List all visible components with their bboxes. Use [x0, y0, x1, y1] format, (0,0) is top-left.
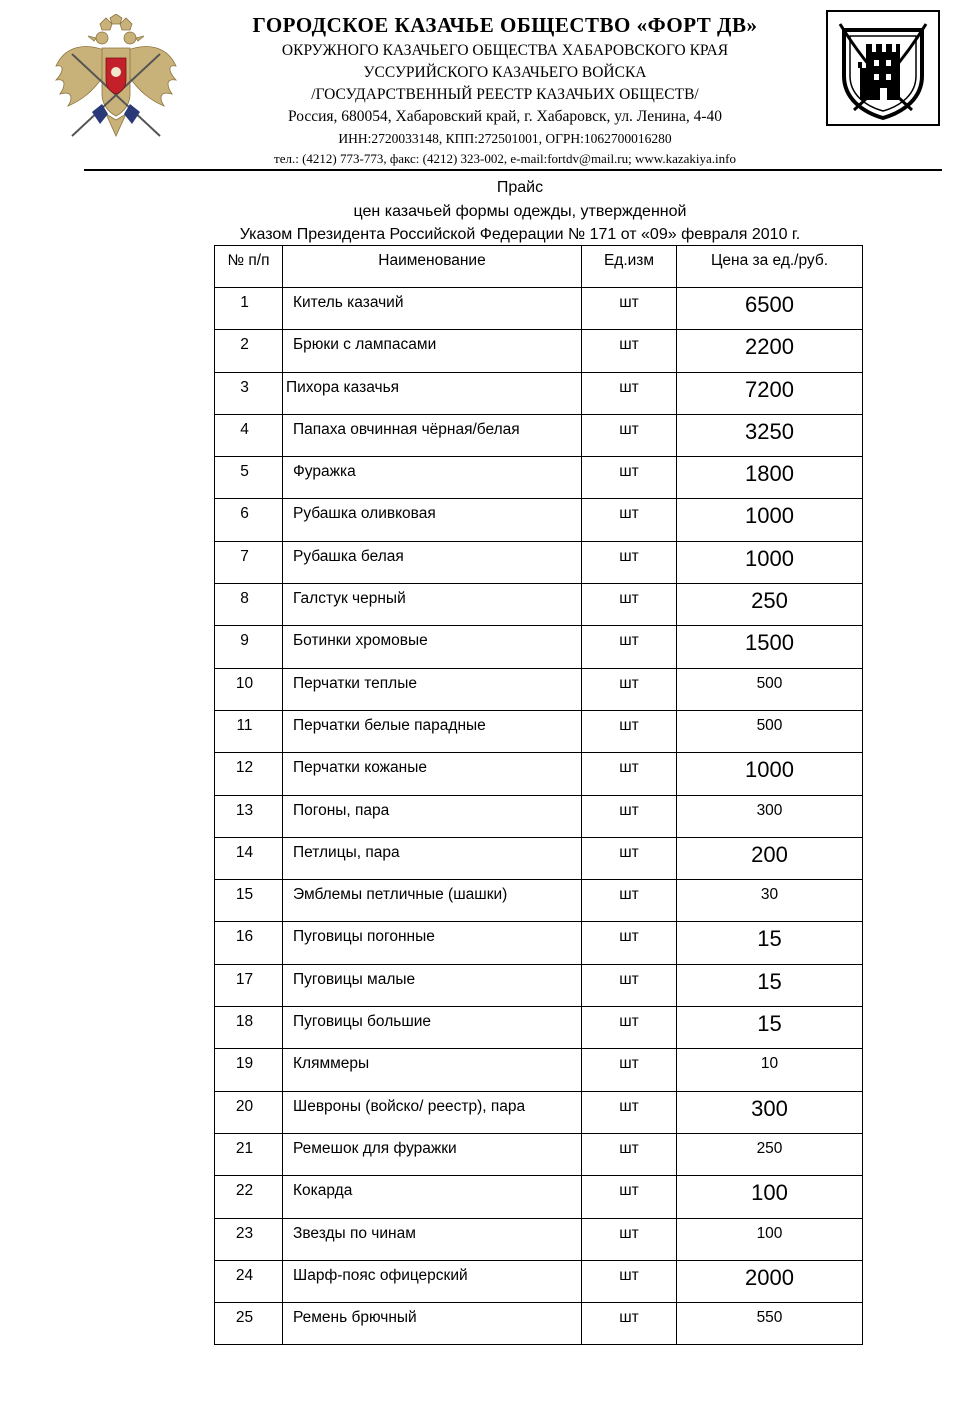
letterhead: [190, 10, 820, 169]
letterhead-contacts: тел.: (4212) 773-773, факс: (4212) 323-002, e-mail:fortdv@mail.ru; www.kazakiya.info: [274, 151, 736, 166]
item-price-value: 15: [757, 968, 782, 994]
item-unit: шт: [582, 372, 677, 414]
item-unit: шт: [582, 1091, 677, 1133]
item-name: Рубашка оливковая: [283, 499, 582, 541]
item-name: Фуражка: [283, 457, 582, 499]
item-price: [677, 837, 863, 879]
table-row: [215, 499, 863, 541]
item-price: [677, 541, 863, 583]
item-price-value: 3250: [745, 418, 794, 444]
row-number: 9: [215, 626, 283, 668]
column-header-unit: Ед.изм: [582, 246, 677, 288]
item-price-value: 6500: [745, 292, 794, 317]
item-name: Китель казачий: [283, 288, 582, 330]
table-row: [215, 795, 863, 837]
item-price-value: 1000: [745, 757, 794, 783]
item-price: [677, 668, 863, 710]
table-row: [215, 964, 863, 1006]
row-number: 4: [215, 414, 283, 456]
item-unit: шт: [582, 1049, 677, 1091]
item-name: Рубашка белая: [283, 541, 582, 583]
row-number: 17: [215, 964, 283, 1006]
item-unit: шт: [582, 880, 677, 922]
item-price: [677, 288, 863, 330]
item-name: Шарф-пояс офицерский: [283, 1260, 582, 1302]
item-unit: шт: [582, 668, 677, 710]
document-decree-reference: Указом Президента Российской Федерации № 171 от «09» февраля 2010 г.: [239, 226, 801, 243]
row-number: 21: [215, 1133, 283, 1175]
item-price: [677, 330, 863, 372]
organization-title: ГОРОДСКОЕ КАЗАЧЬЕ ОБЩЕСТВО «ФОРТ ДВ»: [252, 13, 758, 37]
item-unit: шт: [582, 499, 677, 541]
row-number: 11: [215, 710, 283, 752]
table-row: [215, 668, 863, 710]
item-unit: шт: [582, 753, 677, 795]
item-price-value: 30: [760, 886, 779, 904]
row-number: 14: [215, 837, 283, 879]
row-number: 19: [215, 1049, 283, 1091]
table-row: [215, 1049, 863, 1091]
document-title: Прайс: [496, 179, 544, 196]
item-price-value: 2200: [745, 334, 794, 360]
item-price: [677, 414, 863, 456]
item-unit: шт: [582, 330, 677, 372]
row-number: 3: [215, 372, 283, 414]
item-price: [677, 1007, 863, 1049]
item-price-value: 300: [751, 1095, 788, 1121]
row-number: 20: [215, 1091, 283, 1133]
item-price: [677, 795, 863, 837]
item-unit: шт: [582, 964, 677, 1006]
table-row: [215, 1007, 863, 1049]
item-price: [677, 964, 863, 1006]
table-row: [215, 837, 863, 879]
letterhead-line-3: /ГОСУДАРСТВЕННЫЙ РЕЕСТР КАЗАЧЬИХ ОБЩЕСТВ/: [311, 86, 699, 103]
table-row: [215, 1133, 863, 1175]
item-price-value: 250: [756, 1139, 783, 1157]
letterhead-line-2: УССУРИЙСКОГО КАЗАЧЬЕГО ВОЙСКА: [363, 64, 647, 81]
item-price: [677, 753, 863, 795]
item-price: [677, 1303, 863, 1345]
item-name: Эмблемы петличные (шашки): [283, 880, 582, 922]
row-number: 13: [215, 795, 283, 837]
item-name: Ботинки хромовые: [283, 626, 582, 668]
row-number: 10: [215, 668, 283, 710]
table-row: [215, 372, 863, 414]
item-name: Папаха овчинная чёрная/белая: [283, 414, 582, 456]
item-price-value: 500: [756, 716, 783, 734]
fort-tower-icon: [826, 10, 940, 126]
row-number: 16: [215, 922, 283, 964]
item-name: Ремень брючный: [283, 1303, 582, 1345]
item-unit: шт: [582, 1218, 677, 1260]
row-number: 1: [215, 288, 283, 330]
item-price-value: 200: [751, 841, 788, 867]
item-price: [677, 710, 863, 752]
item-price: [677, 1218, 863, 1260]
header-divider: [84, 169, 942, 171]
item-unit: шт: [582, 710, 677, 752]
item-price: [677, 499, 863, 541]
row-number: 2: [215, 330, 283, 372]
row-number: 25: [215, 1303, 283, 1345]
item-unit: шт: [582, 1133, 677, 1175]
column-header-name: Наименование: [283, 246, 582, 288]
item-unit: шт: [582, 1303, 677, 1345]
item-unit: шт: [582, 288, 677, 330]
item-price-value: 100: [751, 1180, 788, 1206]
item-price: [677, 626, 863, 668]
item-price-value: 7200: [745, 376, 794, 402]
item-name: Брюки с лампасами: [283, 330, 582, 372]
table-row: [215, 414, 863, 456]
item-price-value: 2000: [745, 1264, 794, 1290]
item-name: Пихора казачья: [283, 372, 582, 414]
item-price-value: 10: [760, 1055, 779, 1073]
item-name: Петлицы, пара: [283, 837, 582, 879]
item-name: Пуговицы большие: [283, 1007, 582, 1049]
item-price-value: 100: [756, 1224, 783, 1242]
item-name: Перчатки кожаные: [283, 753, 582, 795]
item-unit: шт: [582, 795, 677, 837]
table-row: [215, 541, 863, 583]
item-price: [677, 457, 863, 499]
item-price: [677, 1260, 863, 1302]
item-name: Звезды по чинам: [283, 1218, 582, 1260]
item-price: [677, 1049, 863, 1091]
price-table: [214, 245, 863, 1345]
column-header-number: № п/п: [215, 246, 283, 288]
item-unit: шт: [582, 541, 677, 583]
item-price: [677, 880, 863, 922]
item-unit: шт: [582, 626, 677, 668]
row-number: 22: [215, 1176, 283, 1218]
row-number: 24: [215, 1260, 283, 1302]
item-price-value: 1800: [745, 461, 794, 487]
letterhead-line-1: ОКРУЖНОГО КАЗАЧЬЕГО ОБЩЕСТВА ХАБАРОВСКОГО КРАЯ: [281, 42, 729, 59]
table-row: [215, 626, 863, 668]
item-name: Кокарда: [283, 1176, 582, 1218]
item-price-value: 300: [756, 801, 783, 819]
row-number: 5: [215, 457, 283, 499]
item-price-value: 15: [757, 926, 782, 952]
item-unit: шт: [582, 1260, 677, 1302]
item-unit: шт: [582, 414, 677, 456]
item-price: [677, 1176, 863, 1218]
item-name: Галстук черный: [283, 584, 582, 626]
item-price-value: 15: [757, 1011, 782, 1037]
table-row: [215, 1218, 863, 1260]
table-row: [215, 880, 863, 922]
item-price: [677, 922, 863, 964]
item-price-value: 250: [751, 588, 788, 614]
document-subtitle: цен казачьей формы одежды, утвержденной: [353, 203, 687, 220]
row-number: 6: [215, 499, 283, 541]
item-name: Погоны, пара: [283, 795, 582, 837]
item-price: [677, 1091, 863, 1133]
item-unit: шт: [582, 584, 677, 626]
table-row: [215, 710, 863, 752]
item-price-value: 1000: [745, 503, 794, 529]
item-price: [677, 1133, 863, 1175]
row-number: 8: [215, 584, 283, 626]
table-row: [215, 1260, 863, 1302]
table-row: [215, 753, 863, 795]
item-name: Кляммеры: [283, 1049, 582, 1091]
item-unit: шт: [582, 457, 677, 499]
table-row: [215, 330, 863, 372]
item-price-value: 1500: [745, 630, 794, 656]
letterhead-requisites: ИНН:2720033148, КПП:272501001, ОГРН:1062700016280: [338, 131, 672, 146]
table-row: [215, 584, 863, 626]
table-row: [215, 457, 863, 499]
row-number: 7: [215, 541, 283, 583]
item-unit: шт: [582, 837, 677, 879]
table-body: [215, 288, 863, 1345]
row-number: 15: [215, 880, 283, 922]
table-row: [215, 922, 863, 964]
item-unit: шт: [582, 1007, 677, 1049]
item-unit: шт: [582, 1176, 677, 1218]
item-name: Пуговицы малые: [283, 964, 582, 1006]
item-name: Шевроны (войско/ реестр), пара: [283, 1091, 582, 1133]
table-row: [215, 288, 863, 330]
item-name: Ремешок для фуражки: [283, 1133, 582, 1175]
item-name: Перчатки белые парадные: [283, 710, 582, 752]
table-row: [215, 1091, 863, 1133]
item-price: [677, 372, 863, 414]
item-price-value: 500: [756, 674, 783, 692]
item-unit: шт: [582, 922, 677, 964]
row-number: 12: [215, 753, 283, 795]
item-price-value: 1000: [745, 545, 794, 571]
table-row: [215, 1303, 863, 1345]
row-number: 18: [215, 1007, 283, 1049]
item-price-value: 550: [756, 1309, 783, 1327]
row-number: 23: [215, 1218, 283, 1260]
table-row: [215, 1176, 863, 1218]
table-header-row: [215, 246, 863, 288]
double-headed-eagle-icon: [52, 14, 180, 148]
item-name: Перчатки теплые: [283, 668, 582, 710]
letterhead-address: Россия, 680054, Хабаровский край, г. Хабаровск, ул. Ленина, 4-40: [287, 108, 723, 125]
item-name: Пуговицы погонные: [283, 922, 582, 964]
item-price: [677, 584, 863, 626]
column-header-price: Цена за ед./руб.: [677, 246, 863, 288]
